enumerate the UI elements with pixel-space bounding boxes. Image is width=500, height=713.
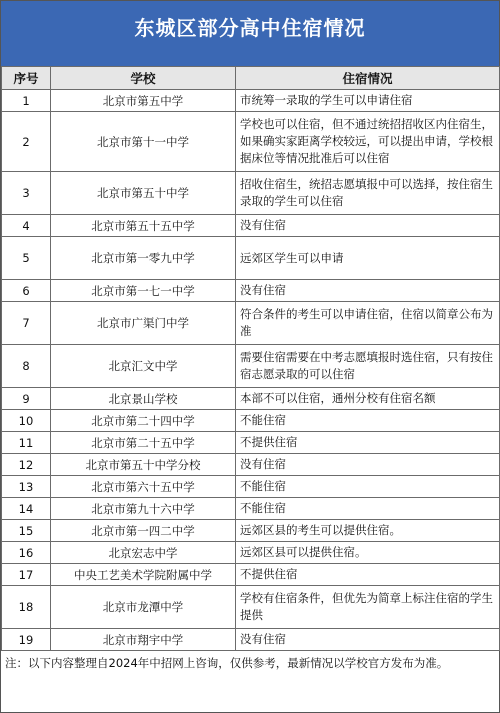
dormitory-info: 远郊区县可以提供住宿。 bbox=[236, 542, 500, 564]
table-row bbox=[2, 564, 500, 586]
school-name: 中央工艺美术学院附属中学 bbox=[51, 564, 236, 586]
table-row bbox=[2, 498, 500, 520]
table-row bbox=[2, 388, 500, 410]
school-name: 北京市第一零九中学 bbox=[51, 237, 236, 280]
footnote: 注：以下内容整理自2024年中招网上咨询，仅供参考，最新情况以学校官方发布为准。 bbox=[5, 656, 449, 670]
table-row bbox=[2, 410, 500, 432]
row-number: 1 bbox=[2, 90, 51, 112]
dormitory-info: 学校有住宿条件，但优先为简章上标注住宿的学生提供 bbox=[236, 586, 500, 629]
table-header-row bbox=[2, 67, 500, 90]
dormitory-info: 市统筹一录取的学生可以申请住宿 bbox=[236, 90, 500, 112]
table-row bbox=[2, 476, 500, 498]
school-name: 北京市第一七一中学 bbox=[51, 280, 236, 302]
table-row bbox=[2, 345, 500, 388]
row-number: 4 bbox=[2, 215, 51, 237]
school-name: 北京市第五十五中学 bbox=[51, 215, 236, 237]
table-row bbox=[2, 237, 500, 280]
row-number: 16 bbox=[2, 542, 51, 564]
table-row bbox=[2, 629, 500, 651]
table-row bbox=[2, 215, 500, 237]
school-name: 北京市第五中学 bbox=[51, 90, 236, 112]
school-name: 北京市翔宇中学 bbox=[51, 629, 236, 651]
school-name: 北京市第十一中学 bbox=[51, 112, 236, 172]
row-number: 8 bbox=[2, 345, 51, 388]
dormitory-info: 没有住宿 bbox=[236, 215, 500, 237]
table-row bbox=[2, 172, 500, 215]
table-row bbox=[2, 542, 500, 564]
header-dormitory: 住宿情况 bbox=[236, 67, 500, 90]
table-row bbox=[2, 112, 500, 172]
row-number: 12 bbox=[2, 454, 51, 476]
dormitory-info: 远郊区学生可以申请 bbox=[236, 237, 500, 280]
dormitory-info: 招收住宿生，统招志愿填报中可以选择，按住宿生录取的学生可以住宿 bbox=[236, 172, 500, 215]
dormitory-info: 不提供住宿 bbox=[236, 564, 500, 586]
row-number: 7 bbox=[2, 302, 51, 345]
dormitory-info: 学校也可以住宿，但不通过统招招收区内住宿生，如果确实家距离学校较远，可以提出申请，学校根据床位等情况批准后可以住宿 bbox=[236, 112, 500, 172]
table-row bbox=[2, 302, 500, 345]
table-row bbox=[2, 432, 500, 454]
table-row bbox=[2, 90, 500, 112]
row-number: 3 bbox=[2, 172, 51, 215]
row-number: 9 bbox=[2, 388, 51, 410]
dormitory-info: 不提供住宿 bbox=[236, 432, 500, 454]
dormitory-info: 不能住宿 bbox=[236, 498, 500, 520]
school-name: 北京市第五十中学 bbox=[51, 172, 236, 215]
dormitory-info: 远郊区县的考生可以提供住宿。 bbox=[236, 520, 500, 542]
school-name: 北京景山学校 bbox=[51, 388, 236, 410]
dormitory-info: 没有住宿 bbox=[236, 454, 500, 476]
header-school: 学校 bbox=[51, 67, 236, 90]
row-number: 10 bbox=[2, 410, 51, 432]
dormitory-info: 不能住宿 bbox=[236, 476, 500, 498]
table-row bbox=[2, 280, 500, 302]
school-name: 北京汇文中学 bbox=[51, 345, 236, 388]
row-number: 18 bbox=[2, 586, 51, 629]
row-number: 11 bbox=[2, 432, 51, 454]
dormitory-info: 符合条件的考生可以申请住宿，住宿以简章公布为准 bbox=[236, 302, 500, 345]
dormitory-table bbox=[1, 66, 500, 651]
school-name: 北京宏志中学 bbox=[51, 542, 236, 564]
header-number: 序号 bbox=[2, 67, 51, 90]
row-number: 15 bbox=[2, 520, 51, 542]
table-row bbox=[2, 520, 500, 542]
school-name: 北京市广渠门中学 bbox=[51, 302, 236, 345]
row-number: 13 bbox=[2, 476, 51, 498]
dormitory-info: 本部不可以住宿，通州分校有住宿名额 bbox=[236, 388, 500, 410]
row-number: 14 bbox=[2, 498, 51, 520]
school-name: 北京市第九十六中学 bbox=[51, 498, 236, 520]
table-row bbox=[2, 454, 500, 476]
row-number: 2 bbox=[2, 112, 51, 172]
school-name: 北京市第一四二中学 bbox=[51, 520, 236, 542]
school-name: 北京市第二十四中学 bbox=[51, 410, 236, 432]
school-name: 北京市第二十五中学 bbox=[51, 432, 236, 454]
school-name: 北京市第六十五中学 bbox=[51, 476, 236, 498]
row-number: 19 bbox=[2, 629, 51, 651]
table-row bbox=[2, 586, 500, 629]
dormitory-info: 没有住宿 bbox=[236, 280, 500, 302]
school-name: 北京市第五十中学分校 bbox=[51, 454, 236, 476]
row-number: 6 bbox=[2, 280, 51, 302]
dormitory-info: 需要住宿需要在中考志愿填报时选住宿，只有按住宿志愿录取的可以住宿 bbox=[236, 345, 500, 388]
row-number: 17 bbox=[2, 564, 51, 586]
dormitory-info: 不能住宿 bbox=[236, 410, 500, 432]
dormitory-info: 没有住宿 bbox=[236, 629, 500, 651]
school-name: 北京市龙潭中学 bbox=[51, 586, 236, 629]
row-number: 5 bbox=[2, 237, 51, 280]
page-title: 东城区部分高中住宿情况 bbox=[1, 1, 499, 66]
